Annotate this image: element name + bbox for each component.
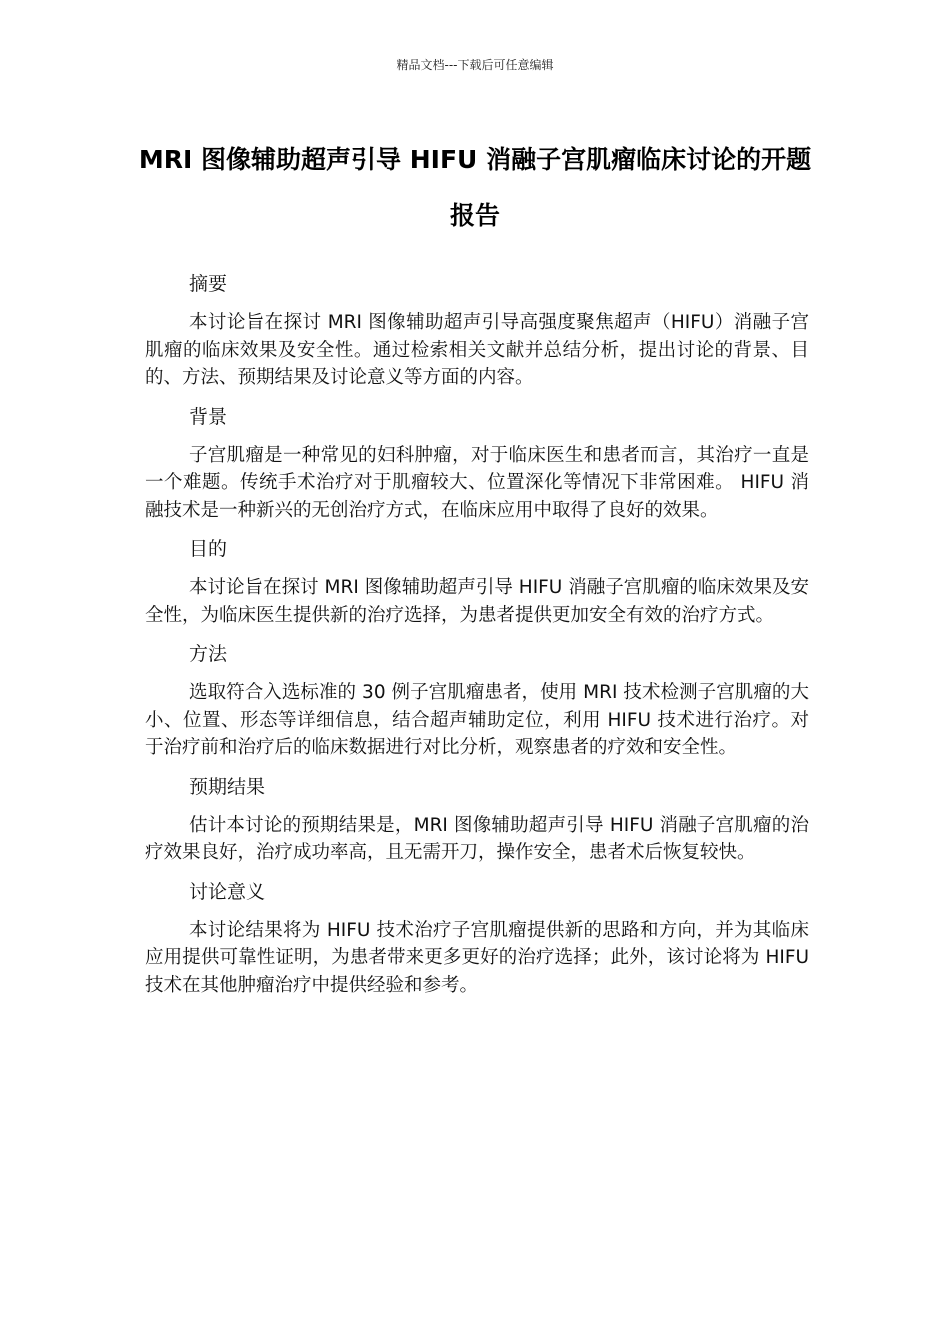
section-paragraph: 子宫肌瘤是一种常见的妇科肿瘤，对于临床医生和患者而言，其治疗一直是一个难题。传统手术治疗对于肌瘤较大、位置深化等情况下非常困难。 HIFU 消融技术是一种新兴的无创治疗方式，在临床应用中取得了良好的效果。: [145, 444, 809, 521]
header-note: 精品文档---下载后可任意编辑: [396, 58, 554, 72]
document-title: MRI 图像辅助超声引导 HIFU 消融子宫肌瘤临床讨论的开题报告: [138, 145, 812, 230]
section-paragraph: 本讨论旨在探讨 MRI 图像辅助超声引导 HIFU 消融子宫肌瘤的临床效果及安全性，为临床医生提供新的治疗选择，为患者提供更加安全有效的治疗方式。: [145, 577, 809, 626]
section-paragraph: 估计本讨论的预期结果是，MRI 图像辅助超声引导 HIFU 消融子宫肌瘤的治疗效果良好，治疗成功率高，且无需开刀，操作安全，患者术后恢复较快。: [145, 814, 809, 863]
section-heading: 摘要: [189, 273, 228, 295]
section-abstract: [145, 270, 809, 392]
section-paragraph: 选取符合入选标准的 30 例子宫肌瘤患者，使用 MRI 技术检测子宫肌瘤的大小、位置、形态等详细信息，结合超声辅助定位，利用 HIFU 技术进行治疗。对于治疗前和治疗后的临床数据进行对比分析，观察患者的疗效和安全性。: [145, 682, 809, 758]
section-expected-results: [145, 773, 809, 867]
section-paragraph: 本讨论结果将为 HIFU 技术治疗子宫肌瘤提供新的思路和方向，并为其临床应用提供可靠性证明，为患者带来更多更好的治疗选择；此外，该讨论将为 HIFU 技术在其他肿瘤治疗中提供经验和参考。: [145, 919, 809, 996]
section-significance: [145, 878, 809, 1000]
section-paragraph: 本讨论旨在探讨 MRI 图像辅助超声引导高强度聚焦超声（HIFU）消融子宫肌瘤的临床效果及安全性。通过检索相关文献并总结分析，提出讨论的背景、目的、方法、预期结果及讨论意义等方面的内容。: [145, 312, 809, 388]
section-heading: 背景: [189, 405, 228, 428]
section-heading: 讨论意义: [189, 880, 266, 903]
section-heading: 预期结果: [189, 775, 266, 798]
section-heading: 目的: [189, 538, 228, 560]
section-method: [145, 640, 809, 762]
section-heading: 方法: [189, 643, 228, 665]
document-body: [145, 270, 809, 1010]
section-purpose: [145, 535, 809, 629]
section-background: [145, 403, 809, 525]
